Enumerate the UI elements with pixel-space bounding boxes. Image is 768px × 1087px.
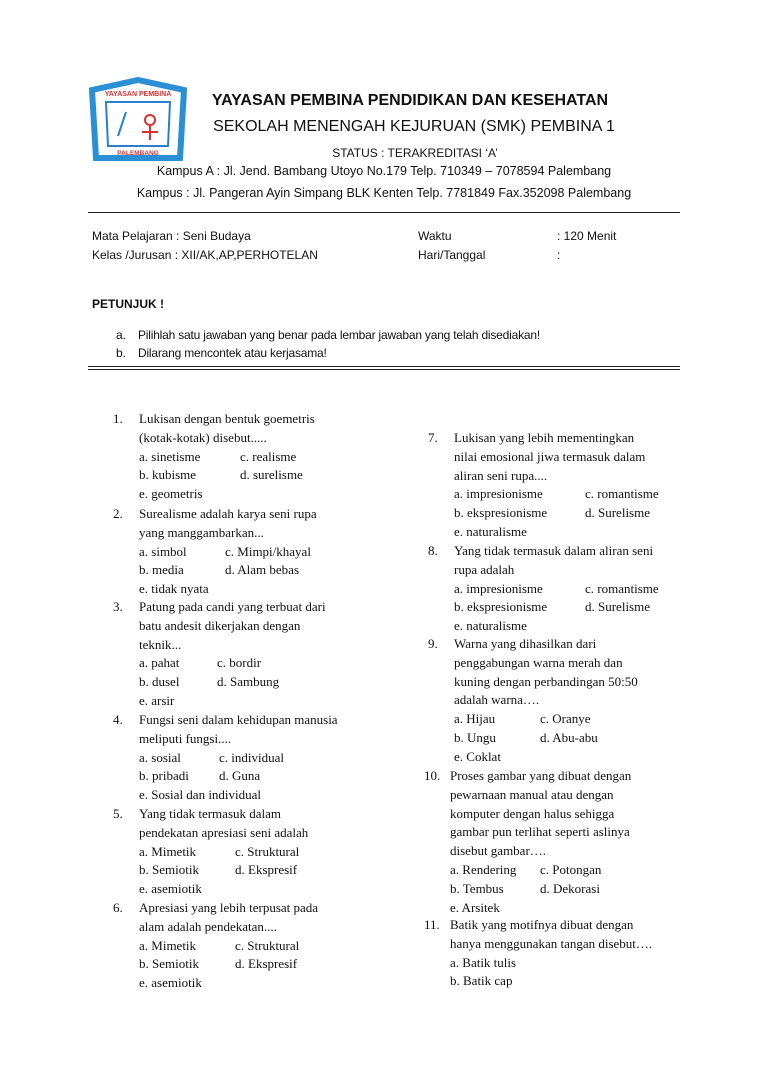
answer-option: b. Batik cap — [450, 973, 513, 989]
question-text-line: Lukisan yang lebih mementingkan — [454, 430, 635, 445]
question-number: 3. — [113, 599, 123, 614]
answer-option: c. Struktural — [235, 937, 300, 953]
question-text-line: yang manggambarkan... — [139, 524, 264, 540]
answer-option: a. Hijau — [454, 711, 496, 727]
answer-option: d. Dekorasi — [540, 880, 600, 896]
subject-line: Mata Pelajaran : Seni Budaya — [92, 229, 251, 243]
foundation-name: YAYASAN PEMBINA PENDIDIKAN DAN KESEHATAN — [211, 92, 609, 109]
answer-option: d. Alam bebas — [225, 562, 300, 578]
answer-option: a. Batik tulis — [450, 954, 517, 970]
logo-bottom-text: PALEMBANG — [117, 150, 159, 157]
answer-option: e. geometris — [139, 486, 203, 502]
answer-option: a. Mimetik — [139, 843, 197, 859]
answer-option: e. asemiotik — [139, 975, 202, 991]
answer-option: c. Potongan — [540, 862, 602, 877]
answer-option: e. Coklat — [454, 748, 501, 764]
question-text-line: Patung pada candi yang terbuat dari — [139, 599, 326, 614]
answer-option: a. simbol — [139, 543, 187, 559]
answer-option: b. pribadi — [139, 768, 189, 784]
question-text-line: aliran seni rupa.... — [454, 467, 548, 483]
header-divider — [88, 212, 680, 213]
answer-option: c. individual — [219, 749, 284, 765]
question-number: 10. — [424, 768, 441, 783]
time-label: Waktu — [418, 229, 452, 243]
question-number: 9. — [428, 636, 438, 651]
question-text-line: teknik... — [139, 636, 182, 652]
instructions-divider — [88, 366, 680, 370]
answer-option: c. bordir — [217, 655, 262, 671]
question-text-line: meliputi fungsi.... — [139, 730, 232, 746]
question-text-line: alam adalah pendekatan.... — [139, 918, 277, 934]
question-text-line: Yang tidak termasuk dalam — [139, 806, 282, 821]
date-label: Hari/Tanggal — [418, 248, 486, 262]
answer-option: c. Struktural — [235, 843, 300, 859]
answer-option: b. Semiotik — [139, 956, 199, 972]
answer-option: b. ekspresionisme — [454, 599, 548, 615]
answer-option: d. Surelisme — [585, 599, 650, 615]
question-number: 11. — [424, 917, 440, 932]
question-number: 5. — [113, 806, 123, 821]
answer-option: c. Oranye — [540, 711, 591, 727]
question-number: 4. — [113, 712, 123, 727]
question-number: 8. — [428, 543, 438, 558]
answer-option: e. naturalisme — [454, 618, 527, 634]
question-number: 1. — [113, 411, 123, 426]
answer-option: a. sosial — [139, 749, 181, 765]
question-text-line: Yang tidak termasuk dalam aliran seni — [454, 543, 654, 558]
class-line: Kelas /Jurusan : XII/AK,AP,PERHOTELAN — [92, 248, 318, 262]
answer-option: d. Guna — [219, 768, 261, 784]
question-text-line: Surealisme adalah karya seni rupa — [139, 506, 317, 521]
instruction-marker: a. — [116, 328, 126, 342]
campus-address: Kampus : Jl. Pangeran Ayin Simpang BLK Kenten Telp. 7781849 Fax.352098 Palembang — [136, 186, 632, 200]
answer-option: e. tidak nyata — [139, 581, 209, 597]
question-text-line: disebut gambar…. — [450, 843, 547, 859]
answer-option: b. Tembus — [450, 880, 504, 896]
answer-option: a. Rendering — [450, 862, 517, 877]
time-value: : 120 Menit — [557, 229, 617, 243]
answer-option: d. Ekspresif — [235, 956, 298, 972]
answer-option: e. asemiotik — [139, 881, 202, 897]
instruction-text: Pilihlah satu jawaban yang benar pada lembar jawaban yang telah disediakan! — [138, 328, 540, 342]
date-value: : — [557, 248, 561, 262]
answer-option: b. Ungu — [454, 730, 496, 745]
answer-option: d. Abu-abu — [540, 730, 598, 745]
answer-option: e. Sosial dan individual — [139, 787, 262, 803]
question-text-line: Warna yang dihasilkan dari — [454, 636, 597, 651]
answer-option: d. surelisme — [240, 467, 303, 483]
instruction-marker: b. — [116, 346, 126, 360]
question-number: 2. — [113, 506, 123, 521]
answer-option: a. impresionisme — [454, 580, 543, 596]
school-name: SEKOLAH MENENGAH KEJURUAN (SMK) PEMBINA 1 — [213, 118, 615, 135]
question-text-line: gambar pun terlihat seperti aslinya — [450, 824, 630, 840]
accreditation-status: STATUS : TERAKREDITASI ‘A’ — [332, 146, 498, 160]
instructions-title: PETUNJUK ! — [92, 297, 165, 311]
answer-option: b. kubisme — [139, 467, 197, 483]
question-number: 7. — [428, 430, 438, 445]
question-text-line: komputer dengan halus sehigga — [450, 805, 615, 821]
answer-option: b. dusel — [139, 674, 180, 690]
answer-option: b. Semiotik — [139, 862, 199, 878]
answer-option: a. pahat — [139, 655, 180, 671]
question-text-line: pewarnaan manual atau dengan — [450, 786, 614, 802]
question-number: 6. — [113, 900, 123, 915]
question-text-line: nilai emosional jiwa termasuk dalam — [454, 448, 646, 464]
answer-option: d. Surelisme — [585, 505, 650, 521]
answer-option: a. Mimetik — [139, 937, 197, 953]
question-text-line: batu andesit dikerjakan dengan — [139, 617, 301, 633]
logo-top-text: YAYASAN PEMBINA — [104, 91, 172, 98]
question-text-line: Apresiasi yang lebih terpusat pada — [139, 900, 319, 915]
answer-option: b. media — [139, 562, 184, 578]
question-text-line: Proses gambar yang dibuat dengan — [450, 768, 632, 783]
answer-option: c. romantisme — [585, 486, 659, 502]
answer-option: e. arsir — [139, 693, 175, 708]
question-text-line: hanya menggunakan tangan disebut…. — [450, 935, 653, 951]
campus-a-address: Kampus A : Jl. Jend. Bambang Utoyo No.179 Telp. 710349 – 7078594 Palembang — [156, 164, 612, 178]
answer-option: a. impresionisme — [454, 486, 543, 502]
question-text-line: pendekatan apresiasi seni adalah — [139, 824, 309, 840]
answer-option: b. ekspresionisme — [454, 505, 548, 521]
question-text-line: rupa adalah — [454, 561, 515, 577]
question-text-line: Lukisan dengan bentuk goemetris — [139, 411, 315, 426]
question-text-line: adalah warna…. — [454, 692, 540, 708]
instruction-text: Dilarang mencontek atau kerjasama! — [138, 346, 327, 360]
answer-option: e. Arsitek — [450, 899, 500, 915]
answer-option: c. realisme — [240, 448, 297, 464]
question-text-line: (kotak-kotak) disebut..... — [139, 429, 267, 445]
answer-option: d. Ekspresif — [235, 862, 298, 878]
question-text-line: kuning dengan perbandingan 50:50 — [454, 673, 638, 689]
question-text-line: Fungsi seni dalam kehidupan manusia — [139, 712, 338, 727]
question-text-line: Batik yang motifnya dibuat dengan — [450, 917, 634, 932]
answer-option: a. sinetisme — [139, 448, 201, 464]
answer-option: e. naturalisme — [454, 524, 527, 539]
answer-option: c. romantisme — [585, 580, 659, 596]
answer-option: d. Sambung — [217, 674, 280, 690]
answer-option: c. Mimpi/khayal — [225, 543, 311, 559]
question-text-line: penggabungan warna merah dan — [454, 654, 623, 670]
